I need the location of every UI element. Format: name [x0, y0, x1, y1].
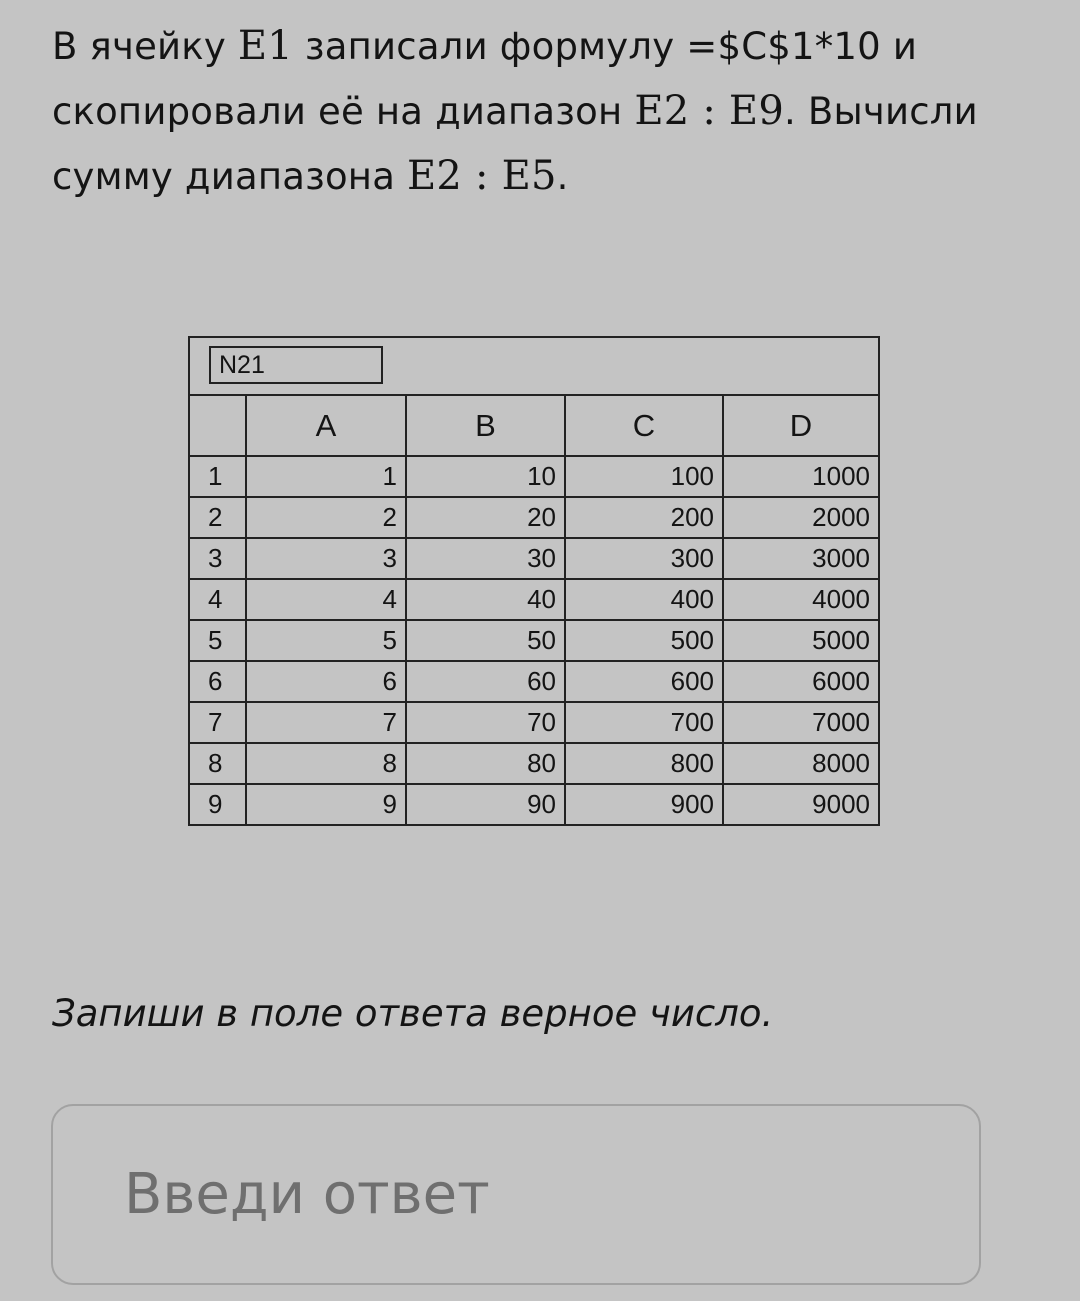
row-header: 8: [190, 743, 246, 784]
table-cell: 1: [246, 456, 406, 497]
column-header: B: [406, 396, 565, 456]
table-cell: 7: [246, 702, 406, 743]
table-cell: 3000: [723, 538, 878, 579]
table-cell: 6: [246, 661, 406, 702]
table-cell: 30: [406, 538, 565, 579]
row-header: 3: [190, 538, 246, 579]
row-header: 7: [190, 702, 246, 743]
table-cell: 2000: [723, 497, 878, 538]
spreadsheet-image: [188, 336, 880, 826]
table-cell: 50: [406, 620, 565, 661]
question-line-3: [52, 144, 1042, 209]
table-cell: 40: [406, 579, 565, 620]
range-reference: E2 : E9: [634, 88, 784, 134]
grid-body: [190, 456, 878, 824]
table-cell: 3: [246, 538, 406, 579]
table-cell: 800: [565, 743, 723, 784]
row-header: 2: [190, 497, 246, 538]
question-text-part: записали формулу =$C$1*10 и: [292, 25, 918, 68]
table-row: [190, 456, 878, 497]
question-line-1: [52, 14, 1042, 79]
table-cell: 80: [406, 743, 565, 784]
table-cell: 90: [406, 784, 565, 824]
question-line-2: [52, 79, 1042, 144]
table-cell: 600: [565, 661, 723, 702]
table-row: [190, 620, 878, 661]
row-header: 5: [190, 620, 246, 661]
cell-reference: E1: [237, 23, 293, 69]
question-text-part: сумму диапазона: [52, 155, 408, 198]
row-header: 4: [190, 579, 246, 620]
table-cell: 200: [565, 497, 723, 538]
table-cell: 300: [565, 538, 723, 579]
table-cell: 60: [406, 661, 565, 702]
table-cell: 900: [565, 784, 723, 824]
table-cell: 6000: [723, 661, 878, 702]
table-cell: 9: [246, 784, 406, 824]
spreadsheet-grid: [190, 396, 878, 824]
table-cell: 10: [406, 456, 565, 497]
range-reference: E2 : E5: [407, 153, 557, 199]
table-cell: 7000: [723, 702, 878, 743]
table-cell: 400: [565, 579, 723, 620]
table-cell: 4000: [723, 579, 878, 620]
table-row: [190, 538, 878, 579]
table-cell: 100: [565, 456, 723, 497]
table-cell: 2: [246, 497, 406, 538]
table-cell: 700: [565, 702, 723, 743]
column-header: A: [246, 396, 406, 456]
question-text-part: скопировали её на диапазон: [52, 90, 635, 133]
table-cell: 8: [246, 743, 406, 784]
table-cell: 20: [406, 497, 565, 538]
table-cell: 9000: [723, 784, 878, 824]
table-row: [190, 702, 878, 743]
row-header: 6: [190, 661, 246, 702]
question-text-part: .: [556, 155, 569, 198]
table-row: [190, 784, 878, 824]
instruction-text: Запиши в поле ответа верное число.: [52, 992, 774, 1035]
column-header: D: [723, 396, 878, 456]
question-text-part: . Вычисли: [783, 90, 978, 133]
table-cell: 5: [246, 620, 406, 661]
table-cell: 4: [246, 579, 406, 620]
name-bar: [190, 338, 878, 396]
table-row: [190, 497, 878, 538]
table-cell: 1000: [723, 456, 878, 497]
table-cell: 70: [406, 702, 565, 743]
table-row: [190, 579, 878, 620]
column-header-row: [190, 396, 878, 456]
row-header: 1: [190, 456, 246, 497]
table-cell: 8000: [723, 743, 878, 784]
question-text: [52, 14, 1042, 209]
corner-cell: [190, 396, 246, 456]
question-text-part: В ячейку: [52, 25, 238, 68]
row-header: 9: [190, 784, 246, 824]
table-cell: 5000: [723, 620, 878, 661]
table-row: [190, 661, 878, 702]
table-row: [190, 743, 878, 784]
table-cell: 500: [565, 620, 723, 661]
answer-input[interactable]: [51, 1104, 981, 1285]
name-box: N21: [209, 346, 383, 384]
column-header: C: [565, 396, 723, 456]
